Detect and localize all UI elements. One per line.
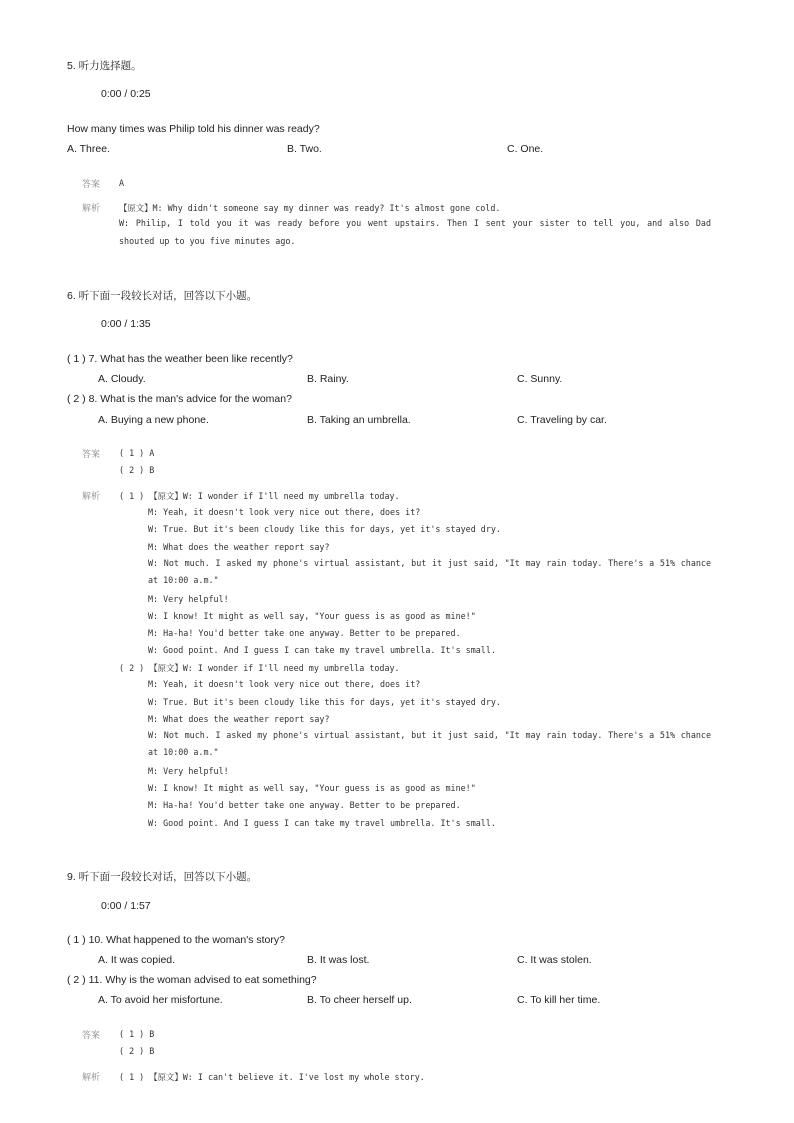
q6-part2-line: W: I know! It might as well say, "Your guess is as good as mine!": [148, 783, 476, 793]
q6-sub1-question: ( 1 ) 7. What has the weather been like recently?: [67, 353, 293, 365]
q6-answer-2: ( 2 ) B: [119, 465, 155, 475]
q9-sub1-option-a[interactable]: A. It was copied.: [98, 954, 176, 966]
q6-answer-label: 答案: [82, 449, 101, 459]
q6-part2-line: M: Very helpful!: [148, 766, 229, 776]
q9-sub1-question: ( 1 ) 10. What happened to the woman's story?: [67, 934, 285, 946]
q9-analysis-label: 解析: [82, 1072, 101, 1082]
q6-audio-timer[interactable]: 0:00 / 1:35: [101, 318, 151, 330]
q6-part1-line: W: I know! It might as well say, "Your guess is as good as mine!": [148, 611, 476, 621]
q6-part2-line: M: What does the weather report say?: [148, 714, 330, 724]
q6-part2-line: W: Not much. I asked my phone's virtual assistant, but it just said, "It may rain today. There's a 51% chance at 10:00 a.m.": [148, 730, 711, 758]
q5-option-c[interactable]: C. One.: [507, 143, 544, 155]
q9-sub2-option-b[interactable]: B. To cheer herself up.: [307, 994, 412, 1006]
q9-answer-1: ( 1 ) B: [119, 1029, 155, 1039]
q6-part1-line: M: What does the weather report say?: [148, 542, 330, 552]
q6-sub1-option-c[interactable]: C. Sunny.: [517, 373, 563, 385]
q6-sub2-question: ( 2 ) 8. What is the man's advice for the woman?: [67, 393, 292, 405]
q9-sub2-option-c[interactable]: C. To kill her time.: [517, 994, 601, 1006]
q6-sub1-option-a[interactable]: A. Cloudy.: [98, 373, 146, 385]
q5-answer-label: 答案: [82, 179, 101, 189]
q5-option-b[interactable]: B. Two.: [287, 143, 322, 155]
q6-sub2-option-c[interactable]: C. Traveling by car.: [517, 414, 607, 426]
q9-sub1-option-b[interactable]: B. It was lost.: [307, 954, 370, 966]
q6-part1-first-line: ( 1 ) 【原文】W: I wonder if I'll need my umbrella today.: [119, 491, 400, 501]
q6-title: 6. 听下面一段较长对话，回答以下小题。: [67, 290, 258, 302]
q6-sub1-option-b[interactable]: B. Rainy.: [307, 373, 349, 385]
q6-part2-first-line: ( 2 ) 【原文】W: I wonder if I'll need my umbrella today.: [119, 663, 400, 673]
q6-part1-line: W: Good point. And I guess I can take my travel umbrella. It's small.: [148, 645, 496, 655]
q5-analysis-label: 解析: [82, 203, 101, 213]
q5-title: 5. 听力选择题。: [67, 60, 142, 72]
q5-audio-timer[interactable]: 0:00 / 0:25: [101, 88, 151, 100]
q6-part1-line: W: True. But it's been cloudy like this for days, yet it's stayed dry.: [148, 524, 501, 534]
q6-part2-line: M: Ha-ha! You'd better take one anyway. Better to be prepared.: [148, 800, 461, 810]
q5-analysis-cont: W: Philip, I told you it was ready before you went upstairs. Then I sent your sister to tell you, and also Dad shouted up to you five minutes ago.: [119, 218, 711, 246]
q9-sub1-option-c[interactable]: C. It was stolen.: [517, 954, 592, 966]
q6-sub2-option-a[interactable]: A. Buying a new phone.: [98, 414, 209, 426]
q5-answer: A: [119, 178, 125, 188]
q9-answer-label: 答案: [82, 1030, 101, 1040]
q6-answer-1: ( 1 ) A: [119, 448, 155, 458]
q5-analysis-line1: 【原文】M: Why didn't someone say my dinner was ready? It's almost gone cold.: [119, 203, 501, 213]
q9-sub2-question: ( 2 ) 11. Why is the woman advised to eat something?: [67, 974, 317, 986]
q6-part2-line: W: True. But it's been cloudy like this for days, yet it's stayed dry.: [148, 697, 501, 707]
q5-option-a[interactable]: A. Three.: [67, 143, 110, 155]
q6-sub2-option-b[interactable]: B. Taking an umbrella.: [307, 414, 411, 426]
q9-part1-first-line: ( 1 ) 【原文】W: I can't believe it. I've lost my whole story.: [119, 1072, 425, 1082]
q6-part1-line: M: Very helpful!: [148, 594, 229, 604]
q6-part1-line: M: Yeah, it doesn't look very nice out there, does it?: [148, 507, 421, 517]
q9-answer-2: ( 2 ) B: [119, 1046, 155, 1056]
q9-sub2-option-a[interactable]: A. To avoid her misfortune.: [98, 994, 223, 1006]
q6-part2-line: W: Good point. And I guess I can take my travel umbrella. It's small.: [148, 818, 496, 828]
q6-part2-line: M: Yeah, it doesn't look very nice out there, does it?: [148, 679, 421, 689]
q6-part1-line: M: Ha-ha! You'd better take one anyway. Better to be prepared.: [148, 628, 461, 638]
q9-title: 9. 听下面一段较长对话，回答以下小题。: [67, 871, 258, 883]
q6-analysis-label: 解析: [82, 491, 101, 501]
q6-part1-line: W: Not much. I asked my phone's virtual assistant, but it just said, "It may rain today. There's a 51% chance at 10:00 a.m.": [148, 558, 711, 586]
q5-question: How many times was Philip told his dinner was ready?: [67, 123, 320, 135]
q9-audio-timer[interactable]: 0:00 / 1:57: [101, 900, 151, 912]
